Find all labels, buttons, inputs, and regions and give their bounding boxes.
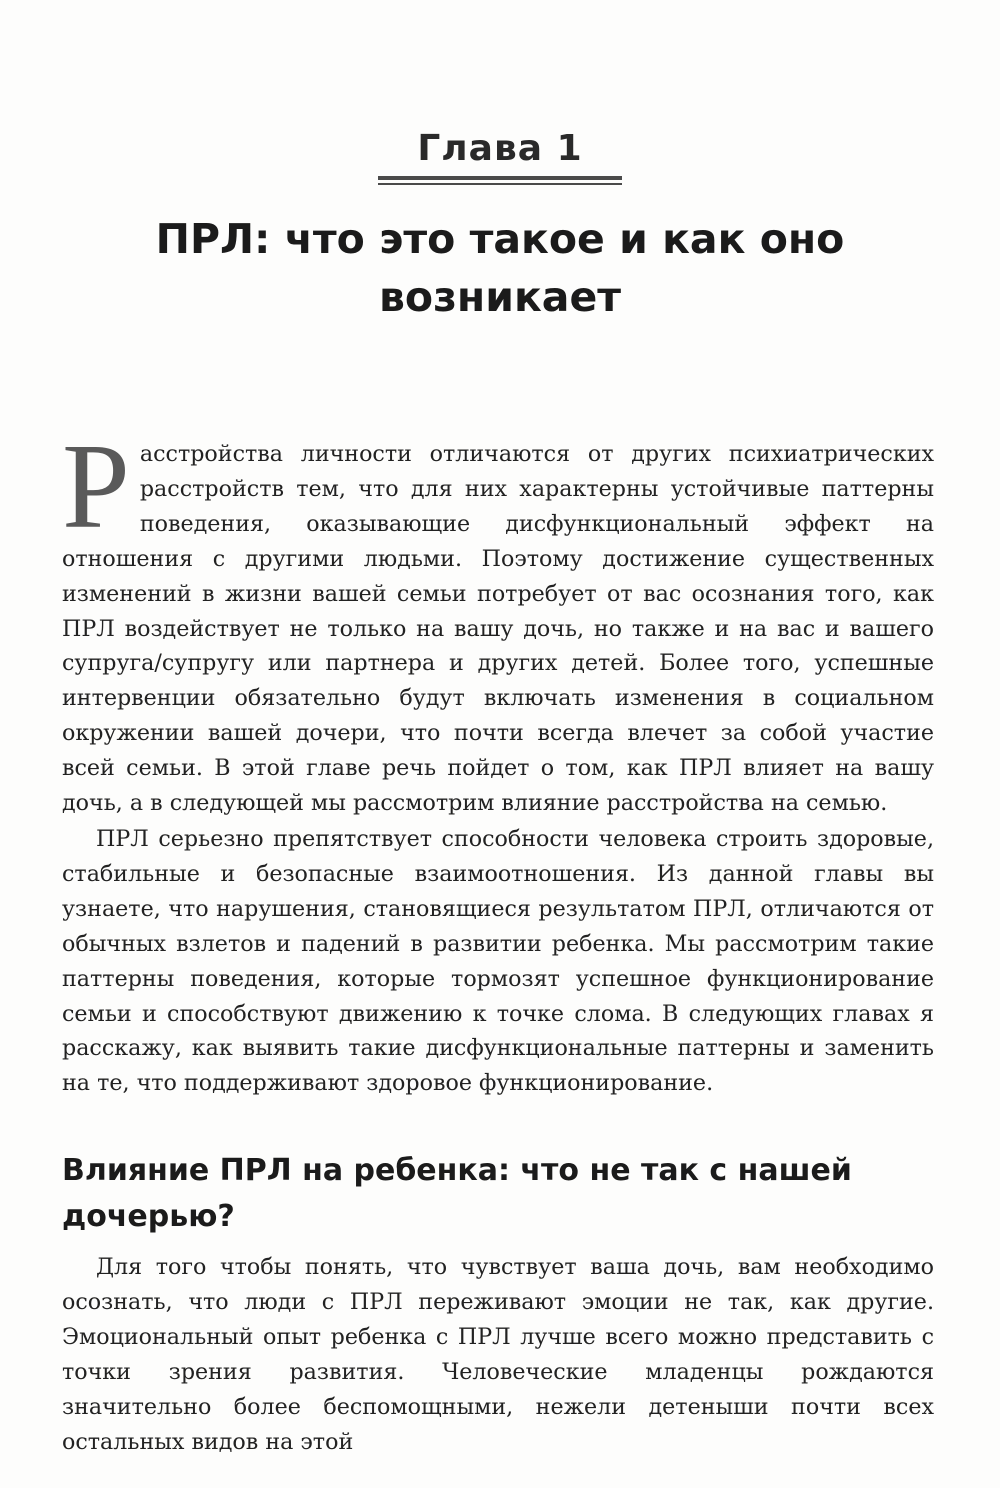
drop-cap: Р <box>62 419 130 554</box>
intro-paragraph <box>62 419 934 821</box>
section-paragraph <box>62 1250 934 1459</box>
chapter-divider-thin-line <box>378 183 622 185</box>
section-paragraph-text: Для того чтобы понять, что чувствует ваша дочь, вам необходимо осознать, что люди с ПРЛ переживают эмоции не так, как другие. Эмоциональный опыт ребенка с ПРЛ лучше всего можно представить с точки зрения развития. Человеческие младенцы рождаются значительно более беспомощными, нежели детеныши почти всех остальных видов на этой <box>62 1254 934 1455</box>
body-paragraph <box>62 822 934 1101</box>
chapter-divider-thick-line <box>378 176 622 180</box>
chapter-title: ПРЛ: что это такое и как оно возникает <box>155 215 845 321</box>
section-heading: Влияние ПРЛ на ребенка: что не так с нашей дочерью? <box>62 1153 852 1234</box>
chapter-divider <box>378 176 622 186</box>
chapter-label: Глава 1 <box>417 128 583 169</box>
body-paragraph-text: ПРЛ серьезно препятствует способности человека строить здоровые, стабильные и безопасные взаимоотношения. Из данной главы вы узнаете, что нарушения, становящиеся результатом ПРЛ, отличаются от обычных взлетов и падений в развитии ребенка. Мы рассмотрим такие паттерны поведения, которые тормозят успешное функционирование семьи и способствуют движению к точке слома. В следующих главах я расскажу, как выявить такие дисфункциональные паттерны и заменить на те, что поддерживают здоровое функционирование. <box>62 826 934 1097</box>
intro-paragraph-text: асстройства личности отличаются от других психиатрических расстройств тем, что для них характерны устойчивые паттерны поведения, оказывающие дисфункциональный эффект на отношения с другими людьми. Поэтому достижение существенных изменений в жизни вашей семьи потребует от вас осознания того, как ПРЛ воздействует не только на вашу дочь, но также и на вас и вашего супруга/супругу или партнера и других детей. Более того, успешные интервенции обязательно будут включать изменения в социальном окружении вашей дочери, что почти всегда влечет за собой участие всей семьи. В этой главе речь пойдет о том, как ПРЛ влияет на вашу дочь, а в следующей мы рассмотрим влияние расстройства на семью. <box>62 441 934 817</box>
